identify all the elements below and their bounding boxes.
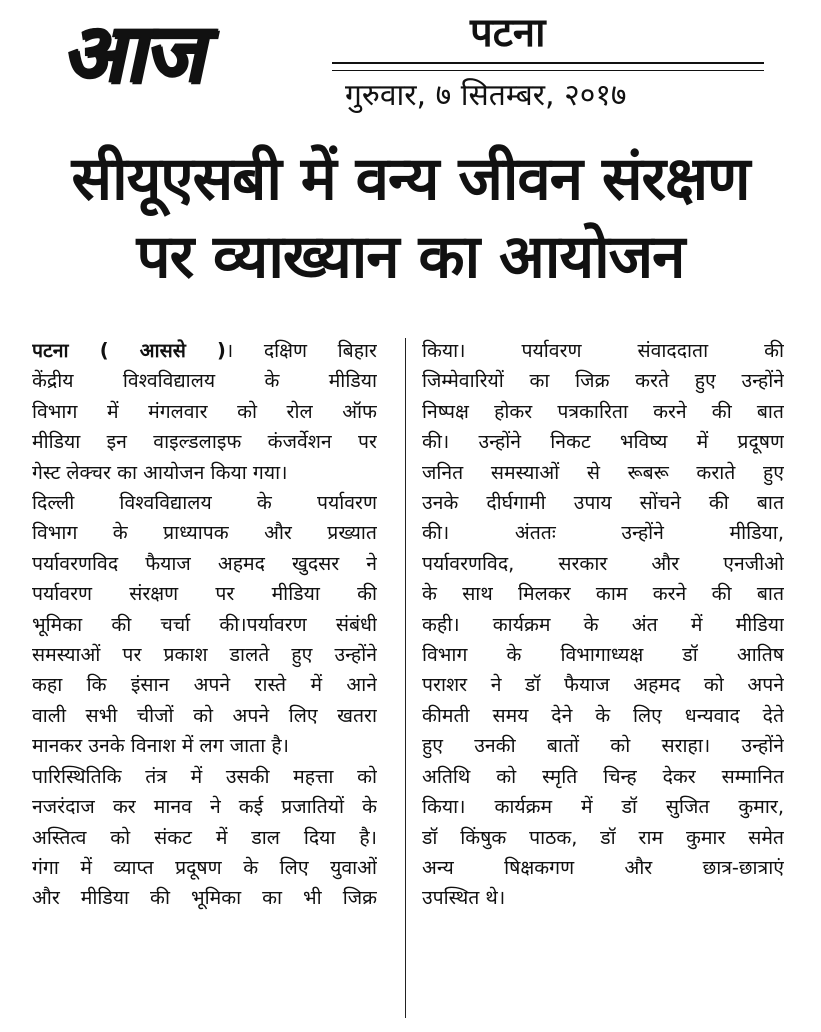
article-line: । दक्षिण बिहार [225,339,377,362]
article-line: और मीडिया की भूमिका का भी जिक्र [32,886,377,910]
article-line: किया। पर्यावरण संवाददाता की [422,339,784,362]
article-column-left [32,336,377,914]
masthead [0,0,821,130]
masthead-rule-thin [332,70,764,71]
article-line: पराशर ने डॉ फैयाज अहमद को अपने [422,673,784,697]
article-line: के साथ मिलकर काम करने की बात [422,582,784,606]
article-line: विभाग में मंगलवार को रोल ऑफ [32,399,377,423]
column-divider [405,338,406,1018]
article-line: वाली सभी चीजों को अपने लिए खतरा [32,703,377,727]
article-first-line [32,336,377,366]
article-line: अन्य षिक्षकगण और छात्र-छात्राएं [422,855,784,879]
article-line: किया। कार्यक्रम में डॉ सुजित कुमार, [422,795,784,819]
article-line: की। उन्होंने निकट भविष्य में प्रदूषण [422,430,784,454]
article-line: उपस्थित थे। [422,886,506,910]
article-line: विभाग के प्राध्यापक और प्रख्यात [32,521,377,545]
article-line: कहा कि इंसान अपने रास्ते में आने [32,673,377,697]
article-line: हुए उनकी बातों को सराहा। उन्होंने [422,734,784,758]
article-line: की। अंततः उन्होंने मीडिया, [422,521,784,545]
article-line: गंगा में व्याप्त प्रदूषण के लिए युवाओं [32,855,377,879]
article-column-right [422,336,784,914]
article-line: मीडिया इन वाइल्डलाइफ कंजर्वेशन पर [32,430,377,454]
article-line: भूमिका की चर्चा की।पर्यावरण संबंधी [32,612,377,636]
article-line: मानकर उनके विनाश में लग जाता है। [32,734,290,758]
article-line: नजरंदाज कर मानव ने कई प्रजातियों के [32,795,377,819]
article-line: पर्यावरण संरक्षण पर मीडिया की [32,582,377,606]
article-line: पारिस्थितिकि तंत्र में उसकी महत्ता को [32,764,377,788]
article-line: कही। कार्यक्रम के अंत में मीडिया [422,612,784,636]
article-line: दिल्ली विश्वविद्यालय के पर्यावरण [32,491,377,515]
headline-line-2: पर व्याख्यान का आयोजन [136,222,685,292]
article-line: जनित समस्याओं से रूबरू कराते हुए [422,460,784,484]
edition-city: पटना [470,10,546,56]
article-line: पर्यावरणविद फैयाज अहमद खुदसर ने [32,551,377,575]
article-line: केंद्रीय विश्वविद्यालय के मीडिया [32,369,377,393]
article-line: समस्याओं पर प्रकाश डालते हुए उन्होंने [32,643,377,667]
article-dateline: पटना ( आससे ) [32,339,226,362]
newspaper-logo: आज [58,6,219,101]
article-headline [0,140,821,296]
article-line: निष्पक्ष होकर पत्रकारिता करने की बात [422,399,784,423]
article-line: उनके दीर्घगामी उपाय सोंचने की बात [422,491,784,515]
article-line: जिम्मेवारियों का जिक्र करते हुए उन्होंने [422,369,784,393]
article-line: पर्यावरणविद, सरकार और एनजीओ [422,551,784,575]
article-line: गेस्ट लेक्चर का आयोजन किया गया। [32,460,288,484]
headline-line-1: सीयूएसबी में वन्य जीवन संरक्षण [71,144,750,214]
article-line: कीमती समय देने के लिए धन्यवाद देते [422,703,784,727]
article-line: विभाग के विभागाध्यक्ष डॉ आतिष [422,643,784,667]
masthead-rule [332,62,764,64]
article-line: अतिथि को स्मृति चिन्ह देकर सम्मानित [422,764,784,788]
article-line: डॉ किंषुक पाठक, डॉ राम कुमार समेत [422,825,784,849]
article-line: अस्तित्व को संकट में डाल दिया है। [32,825,377,849]
edition-date: गुरुवार, ७ सितम्बर, २०१७ [345,78,627,113]
